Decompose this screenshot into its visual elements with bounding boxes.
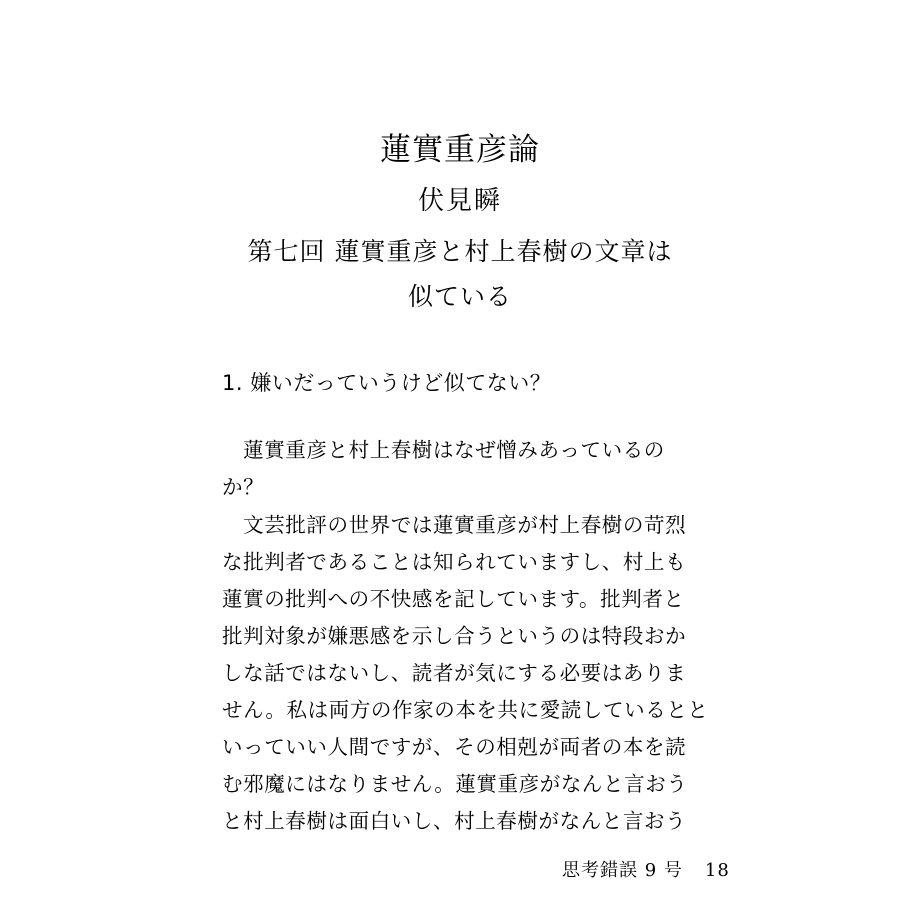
page-number: 18 [704, 860, 730, 881]
body-line: せん。私は両方の作家の本を共に愛読しているとと [222, 698, 709, 722]
subtitle-line-2: 似ている [407, 282, 512, 311]
body-line: しな話ではないし、読者が気にする必要はありま [222, 661, 687, 685]
body-line: 蓮實重彦と村上春樹はなぜ憎みあっているの [222, 438, 665, 462]
section-heading: 1. 嫌いだっていうけど似てない？ [222, 371, 552, 395]
body-line: と村上春樹は面白いし、村上春樹がなんと言おう [222, 809, 687, 833]
body-line: 文芸批評の世界では蓮實重彦が村上春樹の苛烈 [222, 513, 687, 537]
body-line: む邪魔にはなりません。蓮實重彦がなんと言おう [222, 772, 688, 796]
author-name: 伏見瞬 [417, 186, 502, 216]
body-line: 蓮實の批判への不快感を記しています。批判者と [222, 587, 685, 611]
body-line: か？ [222, 475, 265, 499]
article-title: 蓮實重彦論 [380, 132, 540, 168]
body-line: な批判者であることは知られていますし、村上も [222, 550, 687, 574]
subtitle-line-1: 第七回 蓮實重彦と村上春樹の文章は [247, 237, 673, 266]
journal-issue: 思考錯誤 9 号 [562, 860, 683, 881]
body-line: 批判対象が嫌悪感を示し合うというのは特段おか [222, 624, 687, 648]
page-footer [562, 856, 730, 882]
body-line: いっていい人間ですが、その相剋が両者の本を読 [222, 735, 687, 759]
